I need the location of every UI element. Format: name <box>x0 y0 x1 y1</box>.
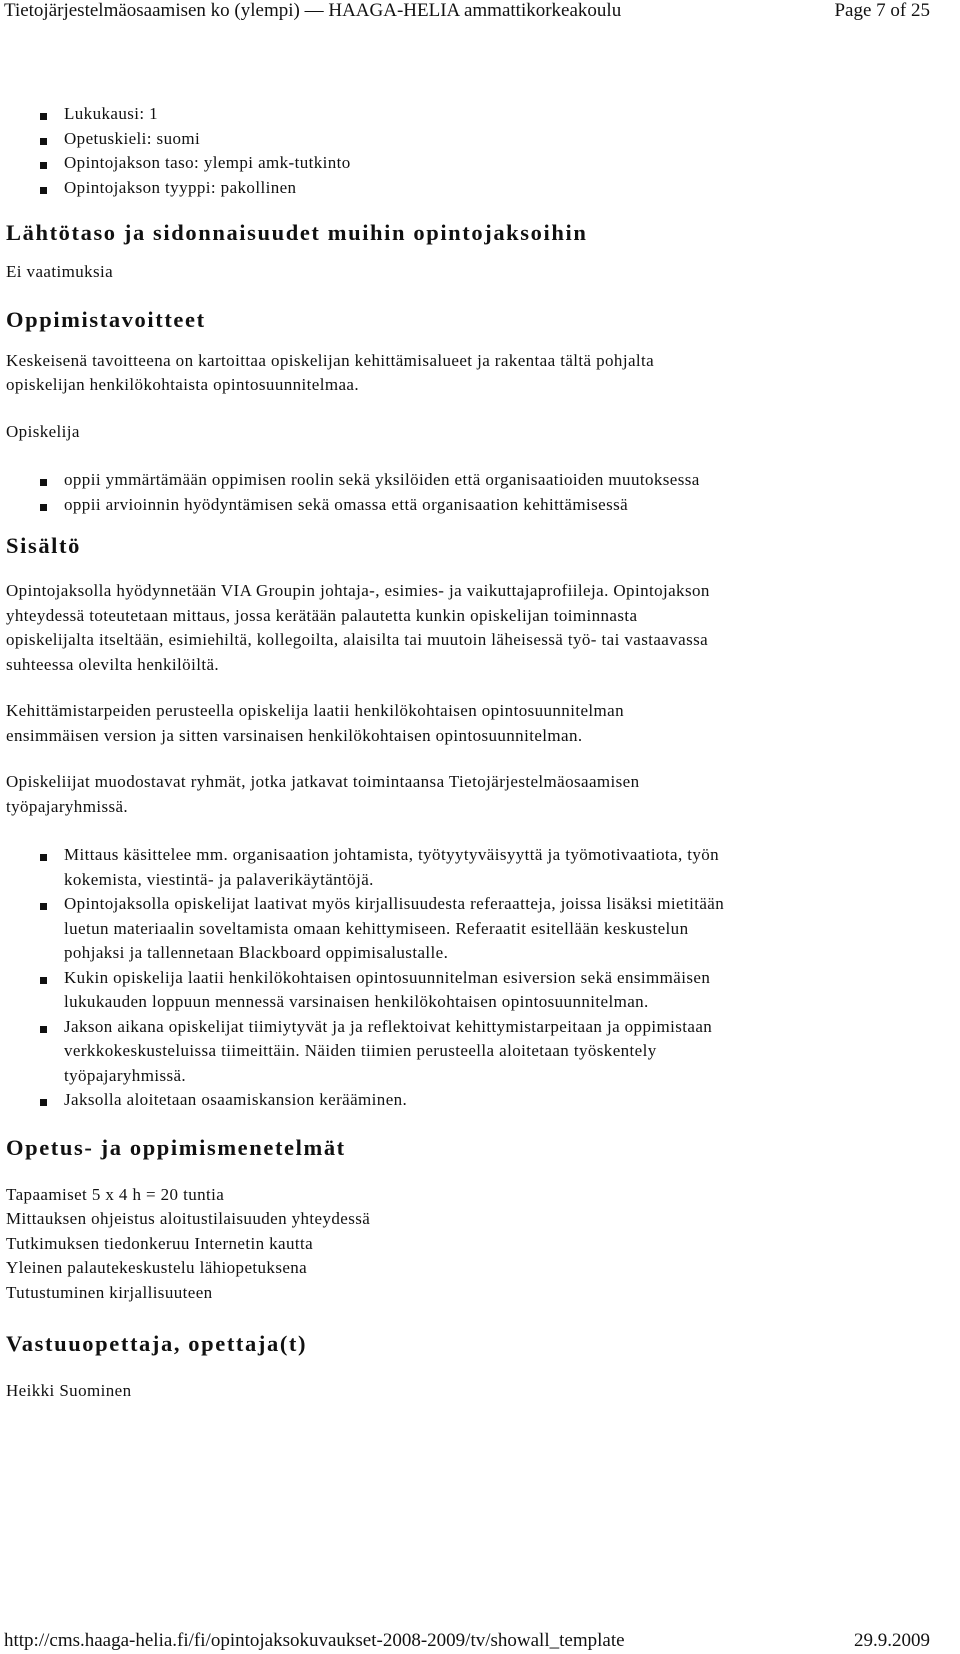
list-item <box>64 1088 936 1113</box>
subject-label: Opiskelija <box>6 421 80 441</box>
paragraph-line: suhteessa olevilta henkilöiltä. <box>6 654 220 674</box>
list-item-line: Jakson aikana opiskelijat tiimiytyvät ja ja reflektoivat kehittymistarpeitaan ja oppimistaan <box>64 1016 713 1036</box>
list-item: Opetuskieli: suomi <box>64 127 936 152</box>
list-item-line: kokemista, viestintä- ja palaverikäytäntöjä. <box>64 869 374 889</box>
method-line: Tapaamiset 5 x 4 h = 20 tuntia <box>6 1184 225 1204</box>
list-item-line: pohjaksi ja tallennetaan Blackboard oppimisalustalle. <box>64 943 449 962</box>
paragraph-line: työpajaryhmissä. <box>6 796 129 816</box>
list-item-line: luetun materiaalin soveltamista omaan kehittymiseen. Referaatit esitellään keskustelun <box>64 918 689 938</box>
heading-opetus: Opetus- ja oppimismenetelmät <box>6 1134 346 1160</box>
footer-url: http://cms.haaga-helia.fi/fi/opintojaksokuvaukset-2008-2009/tv/showall_template <box>4 1630 625 1651</box>
list-item <box>64 1015 936 1089</box>
paragraph-line: Opintojaksolla hyödynnetään VIA Groupin johtaja-, esimies- ja vaikuttajaprofiileja. Opintojakson <box>6 581 710 600</box>
course-info-list <box>6 102 936 200</box>
list-item-line: Kukin opiskelija laatii henkilökohtaisen opintosuunnitelman esiversion sekä ensimmäisen <box>64 967 711 987</box>
heading-sisalto: Sisältö <box>6 533 81 558</box>
paragraph-line: ensimmäisen version ja sitten varsinaisen henkilökohtaisen opintosuunnitelman. <box>6 725 583 745</box>
goal-text-line: Keskeisenä tavoitteena on kartoittaa opiskelijan kehittämisalueet ja rakentaa tältä pohjalta <box>6 350 655 370</box>
page-header <box>0 0 960 26</box>
list-item-line: Opintojaksolla opiskelijat laativat myös kirjallisuudesta referaatteja, joissa lisäksi mietitään <box>64 894 725 913</box>
paragraph-line: Opiskeliijat muodostavat ryhmät, jotka jatkavat toimintaansa Tietojärjestelmäosaamisen <box>6 772 640 791</box>
paragraph-line: opiskelijalta itseltään, esimiehiltä, kollegoilta, alaisilta tai muutoin läheisessä työ- tai vastaavassa <box>6 630 709 649</box>
document-title: Tietojärjestelmäosaamisen ko (ylempi) — HAAGA-HELIA ammattikorkeakoulu <box>4 0 622 21</box>
list-item-line: työpajaryhmissä. <box>64 1065 187 1085</box>
method-line: Mittauksen ohjeistus aloitustilaisuuden yhteydessä <box>6 1209 371 1228</box>
list-item-line: Mittaus käsittelee mm. organisaation johtamista, työtyytyväisyyttä ja työmotivaatiota, työn <box>64 845 720 864</box>
method-line: Yleinen palautekeskustelu lähiopetuksena <box>6 1258 308 1277</box>
list-item: oppii ymmärtämään oppimisen roolin sekä yksilöiden että organisaatioiden muutoksessa <box>64 468 936 493</box>
paragraph-line: yhteydessä toteutetaan mittaus, jossa kerätään palautetta kunkin opiskelijan toiminnasta <box>6 605 638 625</box>
goal-text-line: opiskelijan henkilökohtaista opintosuunnitelmaa. <box>6 375 360 394</box>
teacher-name: Heikki Suominen <box>6 1381 132 1400</box>
paragraph-line: Kehittämistarpeiden perusteella opiskelija laatii henkilökohtaisen opintosuunnitelman <box>6 701 624 720</box>
list-item-line: verkkokeskusteluissa tiimeittäin. Näiden tiimien perusteella aloitetaan työskentely <box>64 1041 657 1060</box>
goal-list <box>6 468 936 517</box>
page-footer <box>0 1630 960 1654</box>
list-item: Opintojakson tyyppi: pakollinen <box>64 176 936 201</box>
list-item <box>64 966 936 1015</box>
footer-date: 29.9.2009 <box>854 1630 930 1651</box>
list-item-line: Jaksolla aloitetaan osaamiskansion kerääminen. <box>64 1090 408 1109</box>
list-item: Opintojakson taso: ylempi amk-tutkinto <box>64 151 936 176</box>
list-item-line: lukukauden loppuun mennessä varsinaisen henkilökohtaisen opintosuunnitelman. <box>64 992 649 1011</box>
list-item <box>64 843 936 892</box>
page-number: Page 7 of 25 <box>834 0 930 21</box>
list-item: Lukukausi: 1 <box>64 102 936 127</box>
heading-oppimistavoitteet: Oppimistavoitteet <box>6 306 206 332</box>
page-content <box>6 102 936 1404</box>
list-item <box>64 892 936 966</box>
heading-lahtotaso: Lähtötaso ja sidonnaisuudet muihin opintojaksoihin <box>6 220 588 245</box>
lahtotaso-text: Ei vaatimuksia <box>6 262 114 281</box>
method-line: Tutustuminen kirjallisuuteen <box>6 1282 213 1302</box>
content-list <box>6 843 936 1113</box>
list-item: oppii arvioinnin hyödyntämisen sekä omassa että organisaation kehittämisessä <box>64 493 936 518</box>
method-line: Tutkimuksen tiedonkeruu Internetin kautta <box>6 1233 314 1253</box>
heading-vastuu: Vastuuopettaja, opettaja(t) <box>6 1331 308 1356</box>
